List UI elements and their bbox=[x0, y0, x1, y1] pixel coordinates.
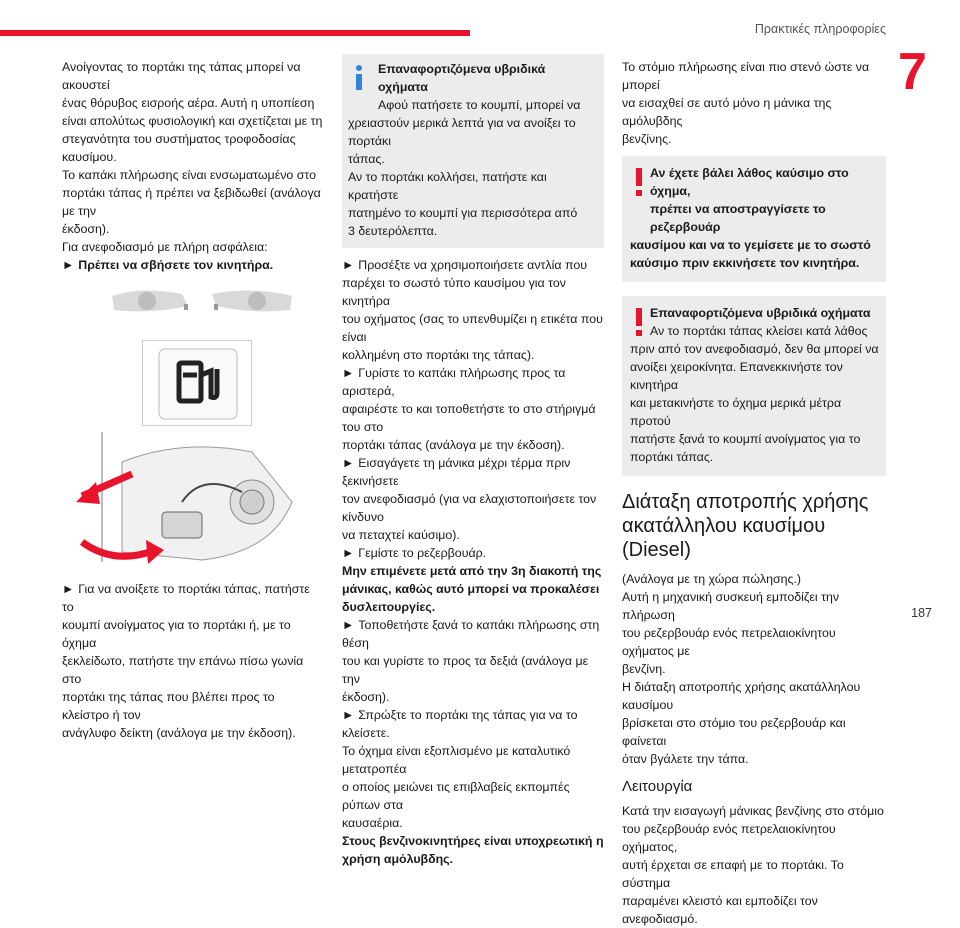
text-line: κουμπί ανοίγματος για το πορτάκι ή, με το όχημα bbox=[62, 618, 291, 650]
text-line: Το καπάκι πλήρωσης είναι ενσωματωμένο στο bbox=[62, 168, 317, 182]
chapter-number: 7 bbox=[898, 43, 927, 101]
bullet-icon: ► bbox=[62, 582, 75, 596]
bullet-item bbox=[342, 256, 604, 274]
bullet-text: Γυρίστε το καπάκι πλήρωσης προς τα αριστερά, bbox=[342, 366, 566, 398]
page-number: 187 bbox=[911, 606, 932, 620]
info-icon bbox=[352, 64, 366, 90]
warning-box-title: Επαναφορτιζόμενα υβριδικά οχήματα bbox=[650, 306, 871, 320]
fuel-cap-illustration bbox=[62, 432, 324, 574]
text-line: τάπας. bbox=[348, 152, 385, 166]
text-line: ξεκλείδωτο, πατήστε την επάνω πίσω γωνία στο bbox=[62, 654, 304, 686]
text-line: είναι απολύτως φυσιολογική και σχετίζεται με τη bbox=[62, 114, 323, 128]
text-line: τον ανεφοδιασμό (για να ελαχιστοποιήσετε τον κίνδυνο bbox=[342, 492, 597, 524]
header-rule bbox=[0, 30, 470, 36]
warning-icon bbox=[634, 168, 644, 196]
text-line: κολλημένη στο πορτάκι της τάπας). bbox=[342, 348, 535, 362]
bullet-item bbox=[62, 256, 324, 274]
text-line: αφαιρέστε το και τοποθετήστε το στο στήριγμά του στο bbox=[342, 402, 596, 434]
text-line: Η διάταξη αποτροπής χρήσης ακατάλληλου καυσίμου bbox=[622, 680, 861, 712]
column-right bbox=[622, 58, 886, 928]
warning-line: ανοίξει χειροκίνητα. Επανεκκινήστε τον κινητήρα bbox=[630, 360, 843, 392]
warning-line: πορτάκι τάπας. bbox=[630, 450, 714, 464]
warning-icon bbox=[634, 308, 644, 336]
text-line: ο οποίος μειώνει τις επιβλαβείς εκπομπές ρύπων στα bbox=[342, 780, 570, 812]
bullet-item bbox=[342, 544, 604, 562]
bullet-text: Σπρώξτε το πορτάκι της τάπας για να το κλείσετε. bbox=[342, 708, 578, 740]
text-line: ανάγλυφο δείκτη (ανάλογα με την έκδοση). bbox=[62, 726, 296, 740]
text-line: Κατά την εισαγωγή μάνικας βενζίνης στο στόμιο bbox=[622, 804, 884, 818]
text-line: πατημένο το κουμπί για περισσότερα από bbox=[348, 206, 578, 220]
warning-line: Αν έχετε βάλει λάθος καύσιμο στο όχημα, bbox=[650, 166, 849, 198]
warning-box-hybrid bbox=[622, 296, 886, 476]
bullet-item bbox=[62, 580, 324, 616]
text-line: έκδοση). bbox=[62, 222, 110, 236]
text-line: βενζίνης. bbox=[622, 132, 672, 146]
bullet-icon: ► bbox=[342, 708, 355, 722]
text-line: Το όχημα είναι εξοπλισμένο με καταλυτικό μετατροπέα bbox=[342, 744, 571, 776]
subsection-title: Λειτουργία bbox=[622, 778, 693, 795]
text-line: (Ανάλογα με τη χώρα πώλησης.) bbox=[622, 572, 802, 586]
text-line: Αυτή η μηχανική συσκευή εμποδίζει την πλήρωση bbox=[622, 590, 840, 622]
text-line: παρέχει το σωστό τύπο καυσίμου για τον κινητήρα bbox=[342, 276, 566, 308]
mirror-buttons-illustration bbox=[62, 284, 324, 332]
bullet-text: Γεμίστε το ρεζερβουάρ. bbox=[358, 546, 487, 560]
text-line: 3 δευτερόλεπτα. bbox=[348, 224, 438, 238]
bullet-item bbox=[342, 364, 604, 400]
text-line: στεγανότητα του συστήματος τροφοδοσίας καυσίμου. bbox=[62, 132, 296, 164]
bullet-icon: ► bbox=[342, 618, 355, 632]
section-title-line: ακατάλληλου καυσίμου (Diesel) bbox=[622, 515, 826, 561]
warning-line: πατήστε ξανά το κουμπί ανοίγματος για το bbox=[630, 432, 861, 446]
text-line: Ανοίγοντας το πορτάκι της τάπας μπορεί να ακουστεί bbox=[62, 60, 301, 92]
bold-final-line: Στους βενζινοκινητήρες είναι υποχρεωτική η bbox=[342, 834, 604, 848]
bullet-item bbox=[342, 706, 604, 742]
text-line: αυτή έρχεται σε επαφή με το πορτάκι. Το σύστημα bbox=[622, 858, 844, 890]
warning-line: πριν από τον ανεφοδιασμό, δεν θα μπορεί να bbox=[630, 342, 879, 356]
bullet-text: Για να ανοίξετε το πορτάκι τάπας, πατήστε το bbox=[62, 582, 310, 614]
bullet-item bbox=[342, 616, 604, 652]
bold-warning-line: Μην επιμένετε μετά από την 3η διακοπή της bbox=[342, 564, 602, 578]
info-box-title: Επαναφορτιζόμενα υβριδικά οχήματα bbox=[378, 62, 546, 94]
text-line: να πεταχτεί καύσιμο). bbox=[342, 528, 460, 542]
text-line: Για ανεφοδιασμό με πλήρη ασφάλεια: bbox=[62, 240, 268, 254]
bold-final-line: χρήση αμόλυβδης. bbox=[342, 852, 454, 866]
bullet-item bbox=[342, 454, 604, 490]
info-box-hybrid bbox=[342, 54, 604, 248]
text-line: όταν βγάλετε την τάπα. bbox=[622, 752, 749, 766]
fuel-door-button-illustration bbox=[142, 340, 252, 426]
section-title bbox=[622, 490, 886, 562]
text-line: έκδοση). bbox=[342, 690, 390, 704]
text-line: Αν το πορτάκι κολλήσει, πατήστε και κρατήστε bbox=[348, 170, 547, 202]
text-line: βρίσκεται στο στόμιο του ρεζερβουάρ και φαίνεται bbox=[622, 716, 846, 748]
warning-line: πρέπει να αποστραγγίσετε το ρεζερβουάρ bbox=[650, 202, 826, 234]
page-header-title: Πρακτικές πληροφορίες bbox=[754, 22, 886, 36]
warning-box-wrong-fuel bbox=[622, 156, 886, 282]
text-line: Αφού πατήσετε το κουμπί, μπορεί να bbox=[378, 98, 581, 112]
column-left bbox=[62, 58, 324, 742]
text-line: πορτάκι τάπας ή πρέπει να ξεβιδωθεί (ανάλογα με την bbox=[62, 186, 321, 218]
bullet-text: Πρέπει να σβήσετε τον κινητήρα. bbox=[78, 258, 274, 272]
bullet-icon: ► bbox=[342, 366, 355, 380]
text-line: Το στόμιο πλήρωσης είναι πιο στενό ώστε να μπορεί bbox=[622, 60, 870, 92]
text-line: παραμένει κλειστό και εμποδίζει τον ανεφοδιασμό. bbox=[622, 894, 818, 926]
warning-line: και μετακινήστε το όχημα μερικά μέτρα προτού bbox=[630, 396, 842, 428]
bullet-icon: ► bbox=[342, 546, 355, 560]
warning-line: καυσίμου και να το γεμίσετε με το σωστό bbox=[630, 238, 871, 252]
bold-warning-line: μάνικας, καθώς αυτό μπορεί να προκαλέσει bbox=[342, 582, 600, 596]
text-line: του οχήματος (σας το υπενθυμίζει η ετικέτα που είναι bbox=[342, 312, 603, 344]
text-line: πορτάκι τάπας (ανάλογα με την έκδοση). bbox=[342, 438, 565, 452]
bullet-icon: ► bbox=[342, 456, 355, 470]
text-line: ένας θόρυβος εισροής αέρα. Αυτή η υποπίεση bbox=[62, 96, 315, 110]
column-middle bbox=[342, 58, 604, 868]
text-line: του ρεζερβουάρ ενός πετρελαιοκίνητου οχήματος με bbox=[622, 626, 836, 658]
text-line: του και γυρίστε το προς τα δεξιά (ανάλογα με την bbox=[342, 654, 589, 686]
warning-line: καύσιμο πριν εκκινήσετε τον κινητήρα. bbox=[630, 256, 860, 270]
bullet-icon: ► bbox=[342, 258, 355, 272]
bullet-text: Εισαγάγετε τη μάνικα μέχρι τέρμα πριν ξεκινήσετε bbox=[342, 456, 571, 488]
text-line: του ρεζερβουάρ ενός πετρελαιοκίνητου οχήματος, bbox=[622, 822, 836, 854]
bold-warning-line: δυσλειτουργίες. bbox=[342, 600, 436, 614]
section-title-line: Διάταξη αποτροπής χρήσης bbox=[622, 491, 869, 513]
bullet-icon: ► bbox=[62, 258, 75, 272]
text-line: χρειαστούν μερικά λεπτά για να ανοίξει το πορτάκι bbox=[348, 116, 576, 148]
text-line: βενζίνη. bbox=[622, 662, 666, 676]
bullet-text: Προσέξτε να χρησιμοποιήσετε αντλία που bbox=[358, 258, 588, 272]
warning-line: Αν το πορτάκι τάπας κλείσει κατά λάθος bbox=[650, 324, 868, 338]
text-line: καυσαέρια. bbox=[342, 816, 403, 830]
bullet-text: Τοποθετήστε ξανά το καπάκι πλήρωσης στη θέση bbox=[342, 618, 600, 650]
text-line: πορτάκι της τάπας που βλέπει προς το κλείστρο ή τον bbox=[62, 690, 275, 722]
text-line: να εισαχθεί σε αυτό μόνο η μάνικα της αμόλυβδης bbox=[622, 96, 832, 128]
